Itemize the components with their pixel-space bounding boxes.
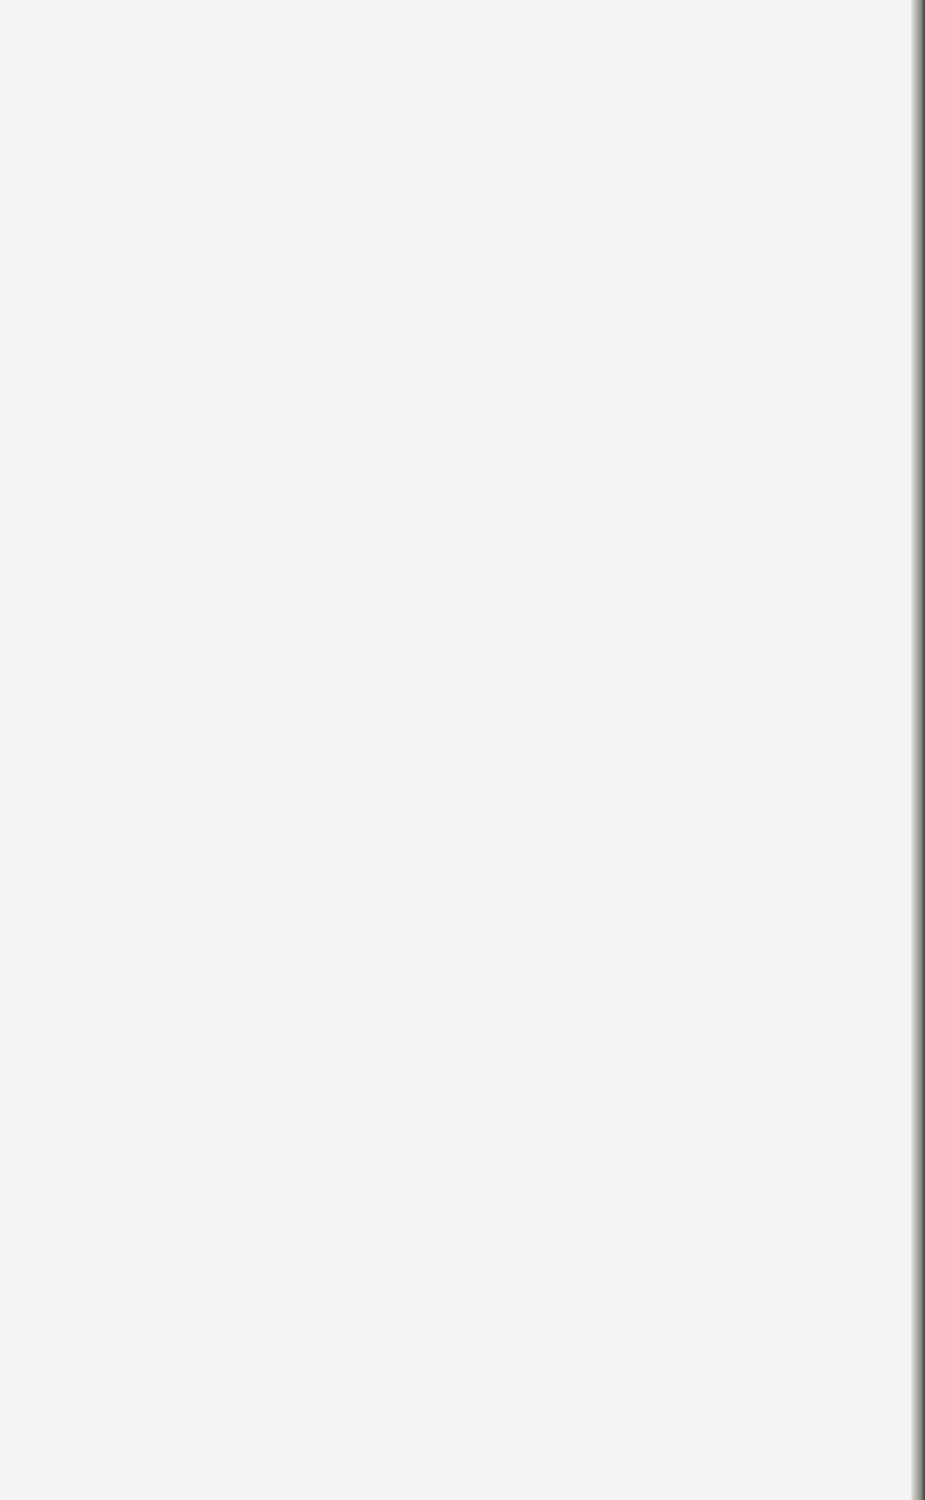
page-edge-shadow (911, 0, 925, 1500)
